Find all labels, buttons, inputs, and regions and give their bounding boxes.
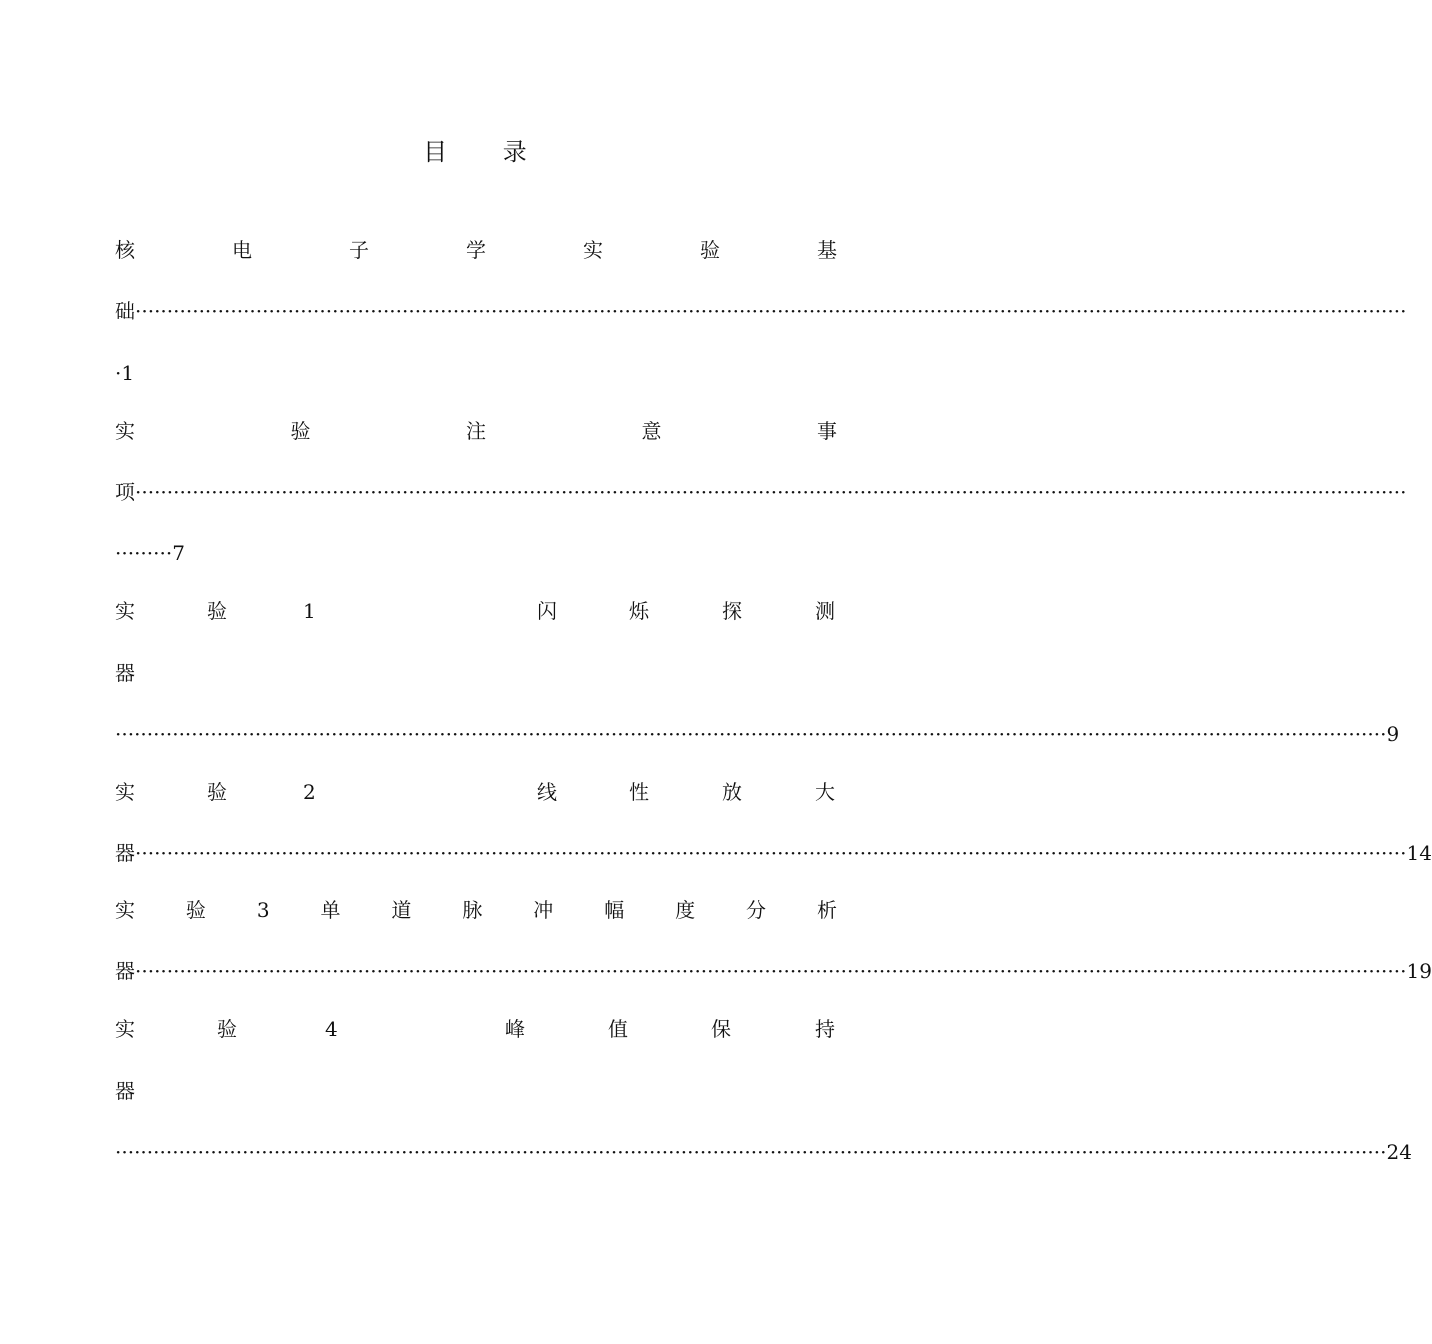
toc-entry-3-line-1 bbox=[115, 594, 837, 628]
toc-char: 脉 bbox=[462, 898, 483, 922]
toc-leader-dots-short: ········· bbox=[115, 541, 173, 565]
toc-entry-3-line-3 bbox=[115, 717, 1400, 751]
toc-entry-6-line-3 bbox=[115, 1135, 1412, 1169]
toc-entry-1-line-2 bbox=[115, 294, 1407, 328]
toc-page-number: 9 bbox=[1386, 722, 1400, 746]
toc-char: 核 bbox=[115, 238, 135, 262]
toc-page-number: 7 bbox=[172, 541, 185, 565]
toc-entry-5-line-1 bbox=[115, 893, 837, 927]
toc-char: 验 bbox=[207, 599, 227, 623]
toc-char: 析 bbox=[816, 898, 837, 922]
toc-char: 验 bbox=[217, 1017, 237, 1041]
toc-entry-4-line-1 bbox=[115, 775, 837, 809]
toc-char: 验 bbox=[185, 898, 206, 922]
toc-char: 闪 bbox=[537, 599, 557, 623]
toc-entry-3-line-2: 器 bbox=[115, 661, 135, 685]
toc-char: 电 bbox=[232, 238, 252, 262]
toc-leader-dots: ········································································································································································································ bbox=[135, 480, 1407, 504]
toc-char: 实 bbox=[115, 1017, 135, 1041]
toc-char: 础 bbox=[115, 299, 135, 323]
toc-char: 分 bbox=[746, 898, 767, 922]
toc-char: 实 bbox=[583, 238, 603, 262]
toc-page-number: ·1 bbox=[115, 361, 135, 385]
toc-char: 峰 bbox=[505, 1017, 525, 1041]
toc-char: 持 bbox=[815, 1017, 835, 1041]
toc-entry-6-line-1 bbox=[115, 1012, 837, 1046]
toc-char: 学 bbox=[466, 238, 486, 262]
toc-page-number: 24 bbox=[1386, 1140, 1412, 1164]
toc-char: 4 bbox=[325, 1017, 338, 1041]
toc-title: 目 录 bbox=[423, 138, 551, 166]
toc-char: 器 bbox=[115, 959, 135, 983]
toc-page-number: 14 bbox=[1406, 841, 1432, 865]
toc-leader-dots: ········································································································································································································ bbox=[135, 959, 1407, 983]
toc-char: 意 bbox=[641, 419, 662, 443]
toc-entry-4-line-2 bbox=[115, 836, 1432, 870]
toc-char: 大 bbox=[815, 780, 835, 804]
toc-char: 实 bbox=[115, 599, 135, 623]
toc-char: 保 bbox=[711, 1017, 731, 1041]
toc-char: 测 bbox=[815, 599, 835, 623]
toc-entry-6-line-2: 器 bbox=[115, 1079, 135, 1103]
toc-entry-2-line-1 bbox=[115, 414, 837, 448]
toc-char: 实 bbox=[115, 419, 135, 443]
toc-char: 基 bbox=[817, 238, 837, 262]
toc-char: 验 bbox=[207, 780, 227, 804]
toc-leader-dots: ········································································································································································································ bbox=[135, 841, 1407, 865]
toc-leader-dots: ········································································································································································································ bbox=[115, 722, 1387, 746]
toc-char: 实 bbox=[115, 898, 135, 922]
toc-char: 放 bbox=[722, 780, 742, 804]
toc-char: 事 bbox=[817, 419, 837, 443]
toc-char: 道 bbox=[391, 898, 412, 922]
toc-char: 3 bbox=[256, 898, 270, 922]
toc-char: 冲 bbox=[533, 898, 554, 922]
toc-entry-2-line-3 bbox=[115, 536, 837, 570]
toc-char: 验 bbox=[290, 419, 311, 443]
toc-char: 性 bbox=[629, 780, 649, 804]
toc-char: 2 bbox=[303, 780, 316, 804]
toc-char: 线 bbox=[537, 780, 557, 804]
toc-char: 项 bbox=[115, 480, 135, 504]
toc-char: 烁 bbox=[629, 599, 649, 623]
toc-char: 度 bbox=[675, 898, 696, 922]
toc-leader-dots: ········································································································································································································ bbox=[115, 1140, 1387, 1164]
toc-char: 注 bbox=[466, 419, 486, 443]
toc-char: 幅 bbox=[604, 898, 625, 922]
toc-char: 子 bbox=[349, 238, 369, 262]
toc-char: 探 bbox=[722, 599, 742, 623]
toc-entry-5-line-2 bbox=[115, 954, 1432, 988]
toc-page-number: 19 bbox=[1406, 959, 1432, 983]
toc-char: 值 bbox=[608, 1017, 628, 1041]
toc-char: 实 bbox=[115, 780, 135, 804]
toc-char: 单 bbox=[320, 898, 341, 922]
toc-leader-dots: ········································································································································································································ bbox=[135, 299, 1407, 323]
toc-entry-1-line-1 bbox=[115, 233, 837, 267]
toc-entry-2-line-2 bbox=[115, 475, 1407, 509]
toc-char: 器 bbox=[115, 841, 135, 865]
toc-char: 验 bbox=[700, 238, 720, 262]
toc-char: 1 bbox=[303, 599, 316, 623]
